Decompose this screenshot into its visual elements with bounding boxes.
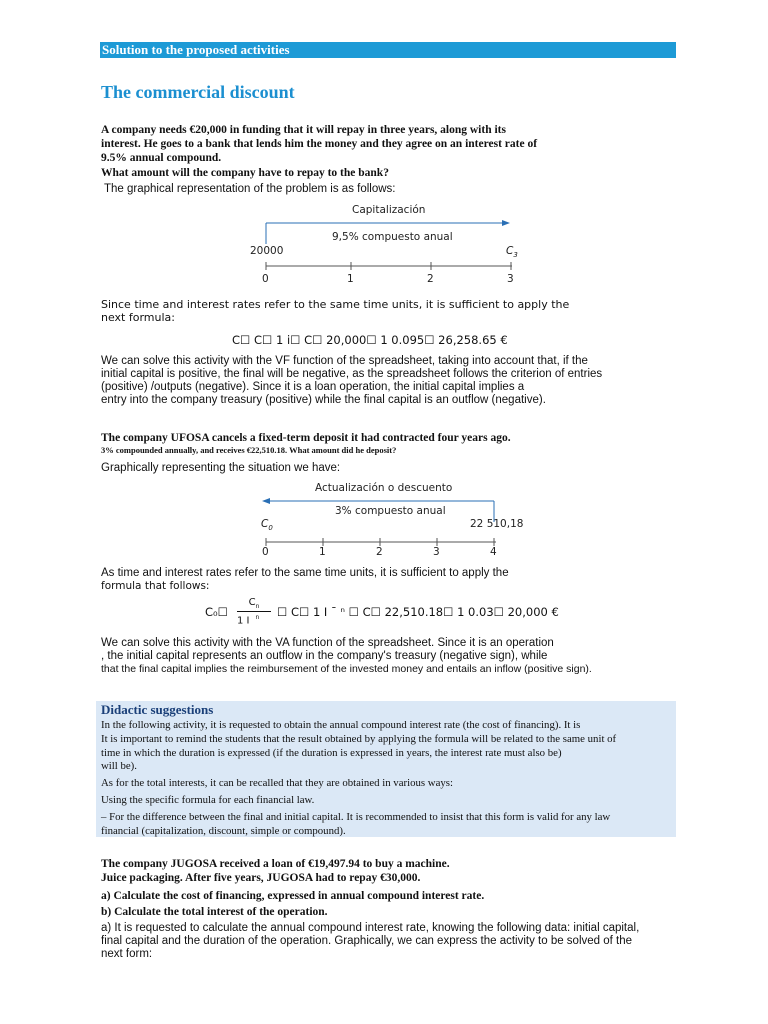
didactic-suggestions-title: Didactic suggestions (101, 702, 214, 717)
final-capital-symbol: C (506, 245, 514, 257)
formula-left: C₀☐ (205, 605, 228, 619)
compound-formula: C☐ C☐ 1 i☐ C☐ 20,000☐ 1 0.095☐ 26,258.65 € (232, 333, 508, 347)
text-line: a) It is requested to calculate the annual compound interest rate, knowing the following data: initial capital, (101, 922, 640, 934)
text-line: financial (capitalization, discount, simple or compound). (101, 824, 346, 837)
initial-capital-subscript: 0 (268, 524, 273, 533)
text-line: next formula: (101, 311, 175, 324)
text-line: time in which the duration is expressed (if the duration is expressed in years, the interest rate must also be) (101, 746, 562, 759)
activity3-part-b: b) Calculate the total interest of the operation. (101, 906, 328, 918)
text-line: that the final capital implies the reimbursement of the invested money and entails an inflow (positive sign). (101, 663, 592, 675)
text-line: We can solve this activity with the VF function of the spreadsheet, taking into account that, if the (101, 355, 588, 367)
text-line: will be). (101, 760, 137, 773)
tick-label: 0 (262, 546, 269, 558)
activity2-statement: The company UFOSA cancels a fixed-term deposit it had contracted four years ago. (101, 432, 511, 444)
activity2-para1 (101, 567, 509, 593)
tick-label: 4 (490, 546, 497, 558)
numerator-symbol: C (248, 597, 256, 608)
text-line: As for the total interests, it can be recalled that they are obtained in various ways: (101, 777, 453, 790)
activity2-intro: Graphically representing the situation we have: (101, 462, 341, 474)
denominator-exponent: n (255, 614, 260, 621)
text-line: It is important to remind the students that the result obtained by applying the formula will be related to the same unit of (101, 732, 617, 745)
activity1-intro: The graphical representation of the problem is as follows: (104, 183, 396, 195)
page-title: The commercial discount (101, 82, 295, 102)
activity1-statement (101, 123, 621, 165)
activity3-statement (101, 857, 521, 885)
capitalization-diagram (250, 200, 530, 290)
activity1-question: What amount will the company have to repay to the bank? (101, 167, 389, 179)
capitalization-label: Capitalización (352, 204, 426, 216)
didactic-suggestions-text (101, 719, 686, 838)
statement-line: A company needs €20,000 in funding that it will repay in three years, along with its (101, 124, 506, 136)
activity1-para1 (101, 298, 569, 324)
discount-diagram (250, 480, 540, 562)
formula-numerator (239, 597, 269, 610)
text-line: (positive) /outputs (negative). Since it is a loan operation, the initial capital implies a (101, 381, 525, 393)
final-capital-label: 22 510,18 (470, 518, 524, 530)
statement-line: interest. He goes to a bank that lends him the money and they agree on an interest rate of (101, 138, 538, 150)
text-line: Since time and interest rates refer to the same time units, it is sufficient to apply the (101, 298, 570, 311)
section-header-bar: Solution to the proposed activities (100, 42, 676, 58)
text-line: initial capital is positive, the final will be negative, as the spreadsheet follows the criterion of entries (101, 368, 603, 380)
text-line: – For the difference between the final and initial capital. It is recommended to insist that this form is valid for any law (101, 810, 611, 823)
rate-label: 9,5% compuesto anual (332, 231, 453, 243)
text-line: final capital and the duration of the operation. Graphically, we can express the activity to be solved of the (101, 935, 633, 947)
tick-label: 2 (376, 546, 383, 558)
statement-line: The company JUGOSA received a loan of €19,497.94 to buy a machine. (101, 858, 450, 870)
initial-capital-label: 20000 (250, 245, 284, 257)
formula-right: ☐ C☐ 1 I ˉ ⁿ ☐ C☐ 22,510.18☐ 1 0.03☐ 20,000 € (277, 605, 559, 619)
activity2-statement-detail: 3% compounded annually, and receives €22,510.18. What amount did he deposit? (101, 445, 397, 455)
tick-label: 3 (507, 273, 514, 285)
tick-label: 0 (262, 273, 269, 285)
initial-capital-symbol: C (261, 518, 269, 530)
text-line: We can solve this activity with the VA function of the spreadsheet. Since it is an operation (101, 637, 554, 649)
activity1-para2 (101, 355, 681, 407)
final-capital-label (506, 245, 518, 259)
tick-label: 3 (433, 546, 440, 558)
tick-label: 1 (319, 546, 326, 558)
statement-line: Juice packaging. After five years, JUGOSA had to repay €30,000. (101, 872, 421, 884)
initial-capital-label (261, 518, 273, 532)
tick-label: 2 (427, 273, 434, 285)
discount-label: Actualización o descuento (315, 482, 453, 494)
text-line: formula that follows: (101, 580, 210, 592)
text-line: next form: (101, 948, 153, 960)
text-line: In the following activity, it is requested to obtain the annual compound interest rate (the cost of financing). It is (101, 719, 581, 731)
statement-line: 9.5% annual compound. (101, 152, 222, 164)
text-line: , the initial capital represents an outflow in the company's treasury (negative sign), while (101, 650, 548, 662)
numerator-subscript: n (255, 603, 260, 610)
text-line: As time and interest rates refer to the same time units, it is sufficient to apply the (101, 567, 509, 579)
formula-denominator (237, 614, 259, 626)
text-line: Using the specific formula for each financial law. (101, 793, 315, 806)
tick-label: 1 (347, 273, 354, 285)
rate-label: 3% compuesto anual (335, 505, 446, 517)
fraction-bar (237, 611, 271, 612)
activity3-answer (101, 922, 691, 961)
denominator-base: 1 I (237, 615, 250, 627)
activity3-part-a: a) Calculate the cost of financing, expressed in annual compound interest rate. (101, 890, 485, 902)
final-capital-subscript: 3 (513, 251, 518, 260)
text-line: entry into the company treasury (positive) while the final capital is an outflow (negative). (101, 394, 546, 406)
activity2-para2 (101, 637, 691, 676)
